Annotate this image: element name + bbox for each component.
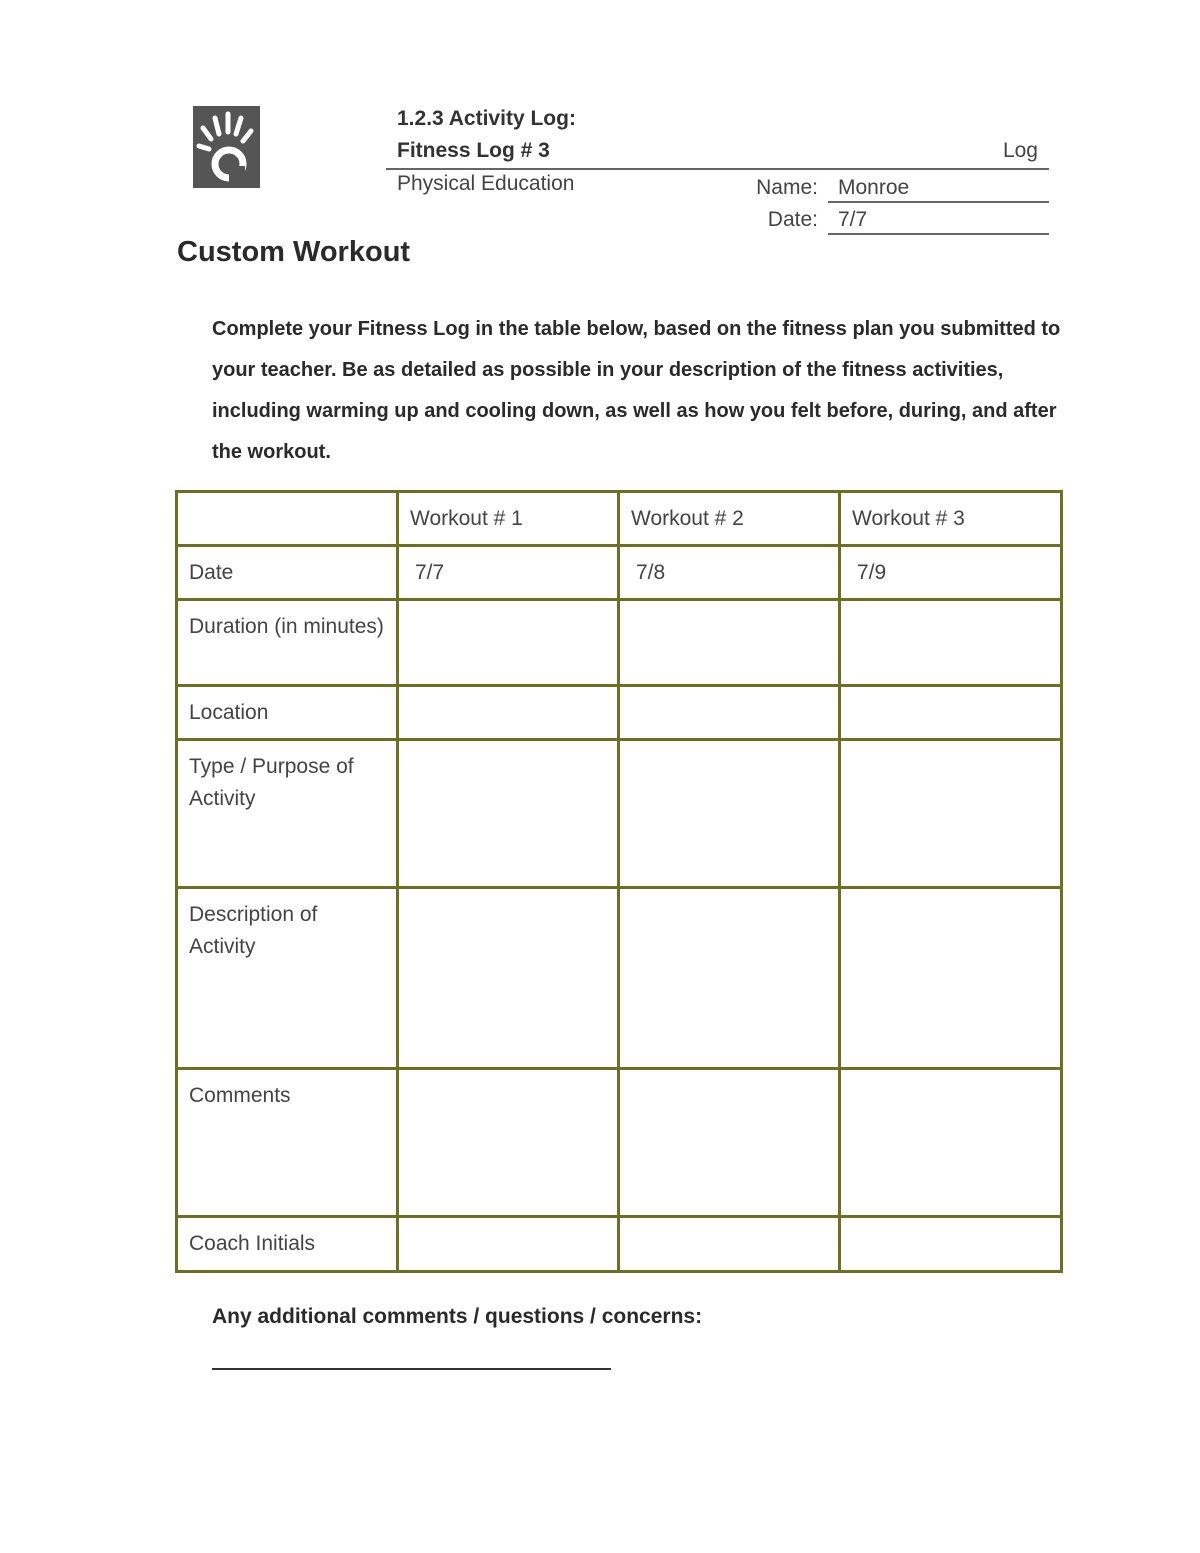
table-row	[177, 546, 1062, 600]
header-rule	[386, 168, 1049, 170]
cell-description-workout-2[interactable]	[619, 888, 840, 1069]
cell-date-workout-3[interactable]: 7/9	[840, 546, 1062, 600]
row-label-comments: Comments	[177, 1069, 398, 1217]
row-label-type-purpose: Type / Purpose of Activity	[177, 740, 398, 888]
log-label: Log	[1002, 139, 1038, 162]
cell-initials-workout-2[interactable]	[619, 1217, 840, 1272]
cell-duration-workout-3[interactable]	[840, 600, 1062, 686]
table-header-row	[177, 492, 1062, 546]
additional-comments-field[interactable]	[212, 1368, 611, 1370]
subject-label: Physical Education	[397, 172, 575, 195]
cell-duration-workout-1[interactable]	[398, 600, 619, 686]
cell-comments-workout-1[interactable]	[398, 1069, 619, 1217]
page-title: Custom Workout	[177, 236, 411, 268]
cell-initials-workout-3[interactable]	[840, 1217, 1062, 1272]
row-label-description: Description of Activity	[177, 888, 398, 1069]
cell-comments-workout-3[interactable]	[840, 1069, 1062, 1217]
cell-location-workout-2[interactable]	[619, 686, 840, 740]
cell-initials-workout-1[interactable]	[398, 1217, 619, 1272]
table-row	[177, 888, 1062, 1069]
fitness-log-table	[175, 490, 1063, 1273]
row-label-location: Location	[177, 686, 398, 740]
instructions: Complete your Fitness Log in the table below, based on the fitness plan you submitted to your teacher. Be as detailed as possible in your description of the fitness activities, including warming up and cooling down, as well as how you felt before, during, and after the workout.	[212, 318, 1061, 463]
cell-date-workout-2[interactable]: 7/8	[619, 546, 840, 600]
header-cell-workout-2: Workout # 2	[619, 492, 840, 546]
name-underline	[828, 201, 1049, 203]
cell-description-workout-1[interactable]	[398, 888, 619, 1069]
cell-description-workout-3[interactable]	[840, 888, 1062, 1069]
table-row	[177, 740, 1062, 888]
header-cell-workout-3: Workout # 3	[840, 492, 1062, 546]
name-label: Name:	[756, 176, 818, 199]
cell-duration-workout-2[interactable]	[619, 600, 840, 686]
table-row	[177, 1069, 1062, 1217]
cell-type-workout-2[interactable]	[619, 740, 840, 888]
row-label-date: Date	[177, 546, 398, 600]
logo-icon	[193, 106, 260, 188]
name-field[interactable]: Monroe	[838, 176, 910, 199]
date-underline	[828, 233, 1049, 235]
additional-comments-label: Any additional comments / questions / concerns:	[212, 1305, 703, 1328]
cell-comments-workout-2[interactable]	[619, 1069, 840, 1217]
log-title: Fitness Log # 3	[397, 139, 550, 162]
row-label-coach-initials: Coach Initials	[177, 1217, 398, 1272]
date-label: Date:	[767, 208, 818, 231]
cell-date-workout-1[interactable]: 7/7	[398, 546, 619, 600]
cell-location-workout-3[interactable]	[840, 686, 1062, 740]
header-cell-workout-1: Workout # 1	[398, 492, 619, 546]
row-label-duration: Duration (in minutes)	[177, 600, 398, 686]
cell-type-workout-3[interactable]	[840, 740, 1062, 888]
date-field[interactable]: 7/7	[838, 208, 868, 231]
table-row	[177, 686, 1062, 740]
table-row	[177, 1217, 1062, 1272]
table-row	[177, 600, 1062, 686]
header-cell-empty	[177, 492, 398, 546]
cell-type-workout-1[interactable]	[398, 740, 619, 888]
cell-location-workout-1[interactable]	[398, 686, 619, 740]
activity-title: 1.2.3 Activity Log:	[397, 107, 576, 130]
